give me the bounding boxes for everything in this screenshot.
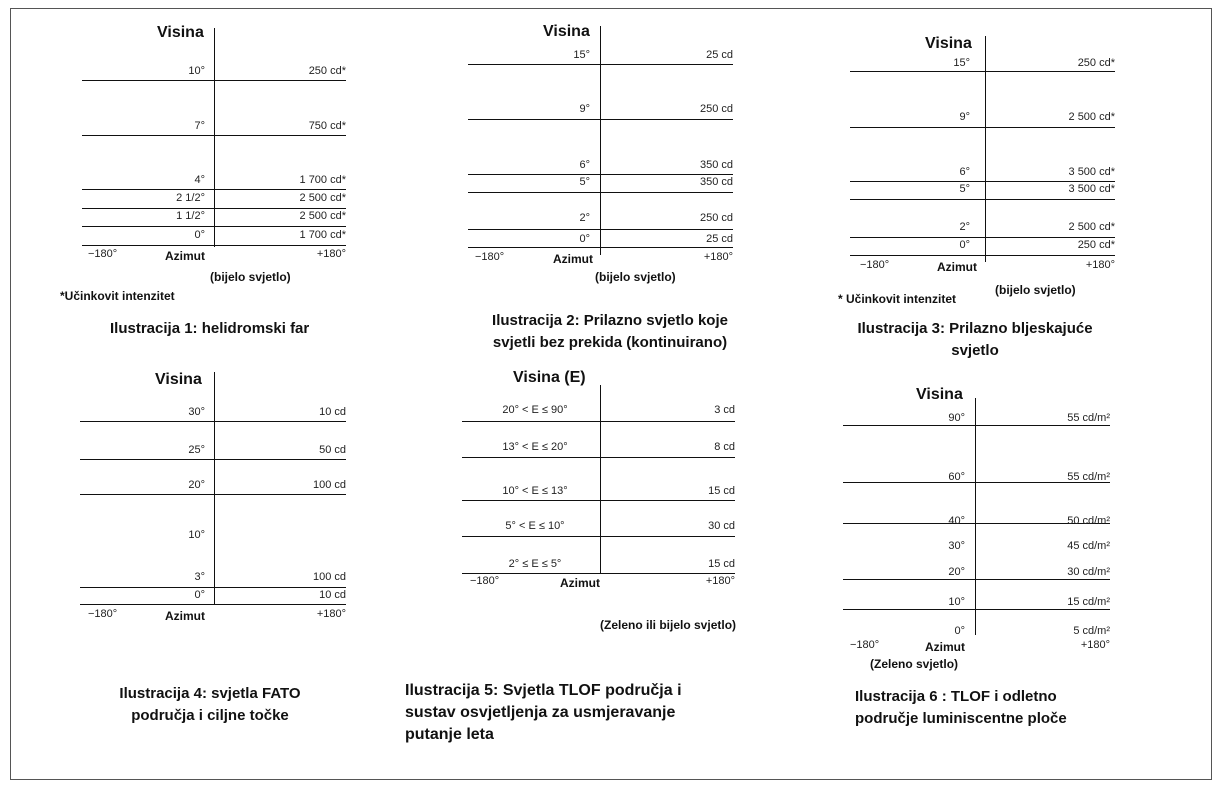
elevation-label: 90° (948, 412, 965, 424)
elevation-label: 20° < E ≤ 90° (502, 404, 568, 416)
caption-line: Ilustracija 6 : TLOF i odletno (855, 688, 1057, 705)
intensity-value: 100 cd (312, 479, 346, 491)
intensity-value: 10 cd (319, 589, 346, 601)
azimuth-min: −180° (475, 251, 505, 263)
grid-line (82, 135, 346, 136)
elevation-axis (214, 28, 215, 247)
azimuth-min: −180° (850, 639, 880, 651)
grid-line (462, 500, 735, 501)
grid-line (82, 80, 346, 81)
intensity-value: 8 cd (714, 441, 735, 453)
elevation-label: 0° (959, 239, 970, 251)
grid-line (468, 229, 733, 230)
elevation-label: 0° (194, 589, 205, 601)
caption-line: svjetli bez prekida (kontinuirano) (492, 334, 728, 351)
light-color: (bijelo svjetlo) (995, 283, 1076, 297)
intensity-value: 50 cd (319, 444, 346, 456)
elevation-label: 20° (948, 566, 965, 578)
grid-line (462, 573, 735, 574)
intensity-value: 100 cd (312, 571, 346, 583)
caption-line: Ilustracija 5: Svjetla TLOF područja i (405, 682, 682, 699)
elevation-label: 10° < E ≤ 13° (502, 485, 568, 497)
intensity-value: 15 cd (708, 558, 735, 570)
elevation-axis (600, 385, 601, 573)
intensity-value: 250 cd (699, 212, 733, 224)
elevation-label: 0° (579, 233, 590, 245)
caption-line: područja i ciljne točke (131, 707, 289, 724)
light-color: (bijelo svjetlo) (210, 270, 291, 284)
azimuth-max: +180° (316, 608, 346, 620)
grid-line (80, 459, 346, 460)
grid-line (468, 119, 733, 120)
intensity-value: 55 cd/m² (1067, 412, 1110, 424)
elevation-label: 20° (188, 479, 205, 491)
intensity-value: 30 cd/m² (1067, 566, 1110, 578)
intensity-value: 3 cd (714, 404, 735, 416)
elevation-label: 6° (579, 159, 590, 171)
axis-title: Visina (155, 371, 202, 388)
elevation-label: 7° (194, 120, 205, 132)
azimuth-label: Azimut (937, 260, 977, 274)
elevation-label: 5° < E ≤ 10° (505, 520, 565, 532)
elevation-label: 6° (959, 166, 970, 178)
elevation-label: 10° (188, 65, 205, 77)
elevation-label: 2° (959, 221, 970, 233)
elevation-label: 40° (948, 515, 965, 527)
azimuth-max: +180° (1080, 639, 1110, 651)
elevation-label: 15° (953, 57, 970, 69)
effective-intensity-note: *Učinkovit intenzitet (60, 289, 175, 303)
azimuth-min: −180° (88, 248, 118, 260)
elevation-label: 3° (194, 571, 205, 583)
grid-line (462, 457, 735, 458)
figure-frame (10, 8, 1212, 780)
axis-title: Visina (E) (513, 369, 586, 386)
elevation-label: 13° < E ≤ 20° (502, 441, 568, 453)
grid-line (82, 208, 346, 209)
axis-title: Visina (543, 23, 590, 40)
intensity-value: 3 500 cd* (1068, 183, 1115, 195)
grid-line (80, 494, 346, 495)
elevation-label: 4° (194, 174, 205, 186)
elevation-axis (985, 36, 986, 262)
grid-line (843, 425, 1110, 426)
elevation-label: 2° ≤ E ≤ 5° (508, 558, 562, 570)
intensity-value: 15 cd (708, 485, 735, 497)
elevation-label: 0° (954, 625, 965, 637)
elevation-label: 30° (188, 406, 205, 418)
intensity-value: 2 500 cd* (299, 192, 346, 204)
grid-line (850, 71, 1115, 72)
caption-line: Ilustracija 3: Prilazno bljeskajuće (857, 320, 1093, 337)
azimuth-label: Azimut (925, 640, 965, 654)
azimuth-label: Azimut (553, 252, 593, 266)
azimuth-min: −180° (470, 575, 500, 587)
intensity-value: 2 500 cd* (1068, 111, 1115, 123)
intensity-value: 1 700 cd* (299, 229, 346, 241)
caption-line: putanje leta (405, 726, 494, 743)
intensity-value: 250 cd* (308, 65, 346, 77)
light-color: (Zeleno ili bijelo svjetlo) (600, 618, 737, 632)
elevation-label: 0° (194, 229, 205, 241)
azimuth-min: −180° (88, 608, 118, 620)
axis-title: Visina (925, 35, 972, 52)
elevation-label: 9° (579, 103, 590, 115)
grid-line (82, 226, 346, 227)
elevation-axis (214, 372, 215, 605)
grid-line (850, 181, 1115, 182)
grid-line (850, 237, 1115, 238)
elevation-axis (600, 26, 601, 255)
elevation-label: 30° (948, 540, 965, 552)
grid-line (82, 189, 346, 190)
intensity-value: 350 cd (699, 159, 733, 171)
intensity-value: 250 cd* (1077, 239, 1115, 251)
azimuth-label: Azimut (560, 576, 600, 590)
elevation-label: 5° (579, 176, 590, 188)
grid-line (462, 421, 735, 422)
light-color: (bijelo svjetlo) (595, 270, 676, 284)
intensity-value: 5 cd/m² (1073, 625, 1110, 637)
grid-line (80, 587, 346, 588)
grid-line (468, 247, 733, 248)
intensity-value: 30 cd (708, 520, 735, 532)
elevation-label: 60° (948, 471, 965, 483)
elevation-label: 15° (573, 49, 590, 61)
grid-line (80, 421, 346, 422)
intensity-value: 3 500 cd* (1068, 166, 1115, 178)
elevation-label: 25° (188, 444, 205, 456)
intensity-value: 2 500 cd* (1068, 221, 1115, 233)
intensity-value: 750 cd* (308, 120, 346, 132)
intensity-value: 250 cd (699, 103, 733, 115)
elevation-label: 9° (959, 111, 970, 123)
grid-line (850, 255, 1115, 256)
elevation-label: 2° (579, 212, 590, 224)
caption-line: Ilustracija 2: Prilazno svjetlo koje (492, 312, 728, 329)
caption-line: područje luminiscentne ploče (855, 710, 1067, 727)
intensity-value: 45 cd/m² (1067, 540, 1110, 552)
caption-line: Ilustracija 4: svjetla FATO (119, 685, 301, 702)
intensity-value: 25 cd (706, 233, 733, 245)
grid-line (468, 64, 733, 65)
intensity-value: 1 700 cd* (299, 174, 346, 186)
grid-line (468, 192, 733, 193)
elevation-label: 5° (959, 183, 970, 195)
azimuth-max: +180° (705, 575, 735, 587)
azimuth-label: Azimut (165, 249, 205, 263)
azimuth-min: −180° (860, 259, 890, 271)
intensity-value: 2 500 cd* (299, 210, 346, 222)
intensity-value: 10 cd (319, 406, 346, 418)
elevation-label: 10° (188, 529, 205, 541)
light-color: (Zeleno svjetlo) (870, 657, 959, 671)
grid-line (80, 604, 346, 605)
grid-line (843, 579, 1110, 580)
grid-line (850, 199, 1115, 200)
axis-title: Visina (157, 24, 204, 41)
caption-line: Ilustracija 1: helidromski far (110, 320, 310, 337)
azimuth-label: Azimut (165, 609, 205, 623)
effective-intensity-note: * Učinkovit intenzitet (838, 292, 957, 306)
intensity-value: 250 cd* (1077, 57, 1115, 69)
grid-line (468, 174, 733, 175)
intensity-value: 350 cd (699, 176, 733, 188)
azimuth-max: +180° (1085, 259, 1115, 271)
grid-line (850, 127, 1115, 128)
intensity-value: 25 cd (706, 49, 733, 61)
azimuth-max: +180° (703, 251, 733, 263)
grid-line (462, 536, 735, 537)
grid-line (82, 245, 346, 246)
intensity-value: 50 cd/m² (1067, 515, 1110, 527)
intensity-value: 15 cd/m² (1067, 596, 1110, 608)
elevation-label: 10° (948, 596, 965, 608)
intensity-value: 55 cd/m² (1067, 471, 1110, 483)
caption-line: svjetlo (951, 342, 999, 359)
elevation-label: 2 1/2° (176, 192, 205, 204)
caption-line: sustav osvjetljenja za usmjeravanje (405, 704, 676, 721)
azimuth-max: +180° (316, 248, 346, 260)
elevation-label: 1 1/2° (176, 210, 205, 222)
elevation-axis (975, 398, 976, 635)
grid-line (843, 609, 1110, 610)
axis-title: Visina (916, 386, 963, 403)
